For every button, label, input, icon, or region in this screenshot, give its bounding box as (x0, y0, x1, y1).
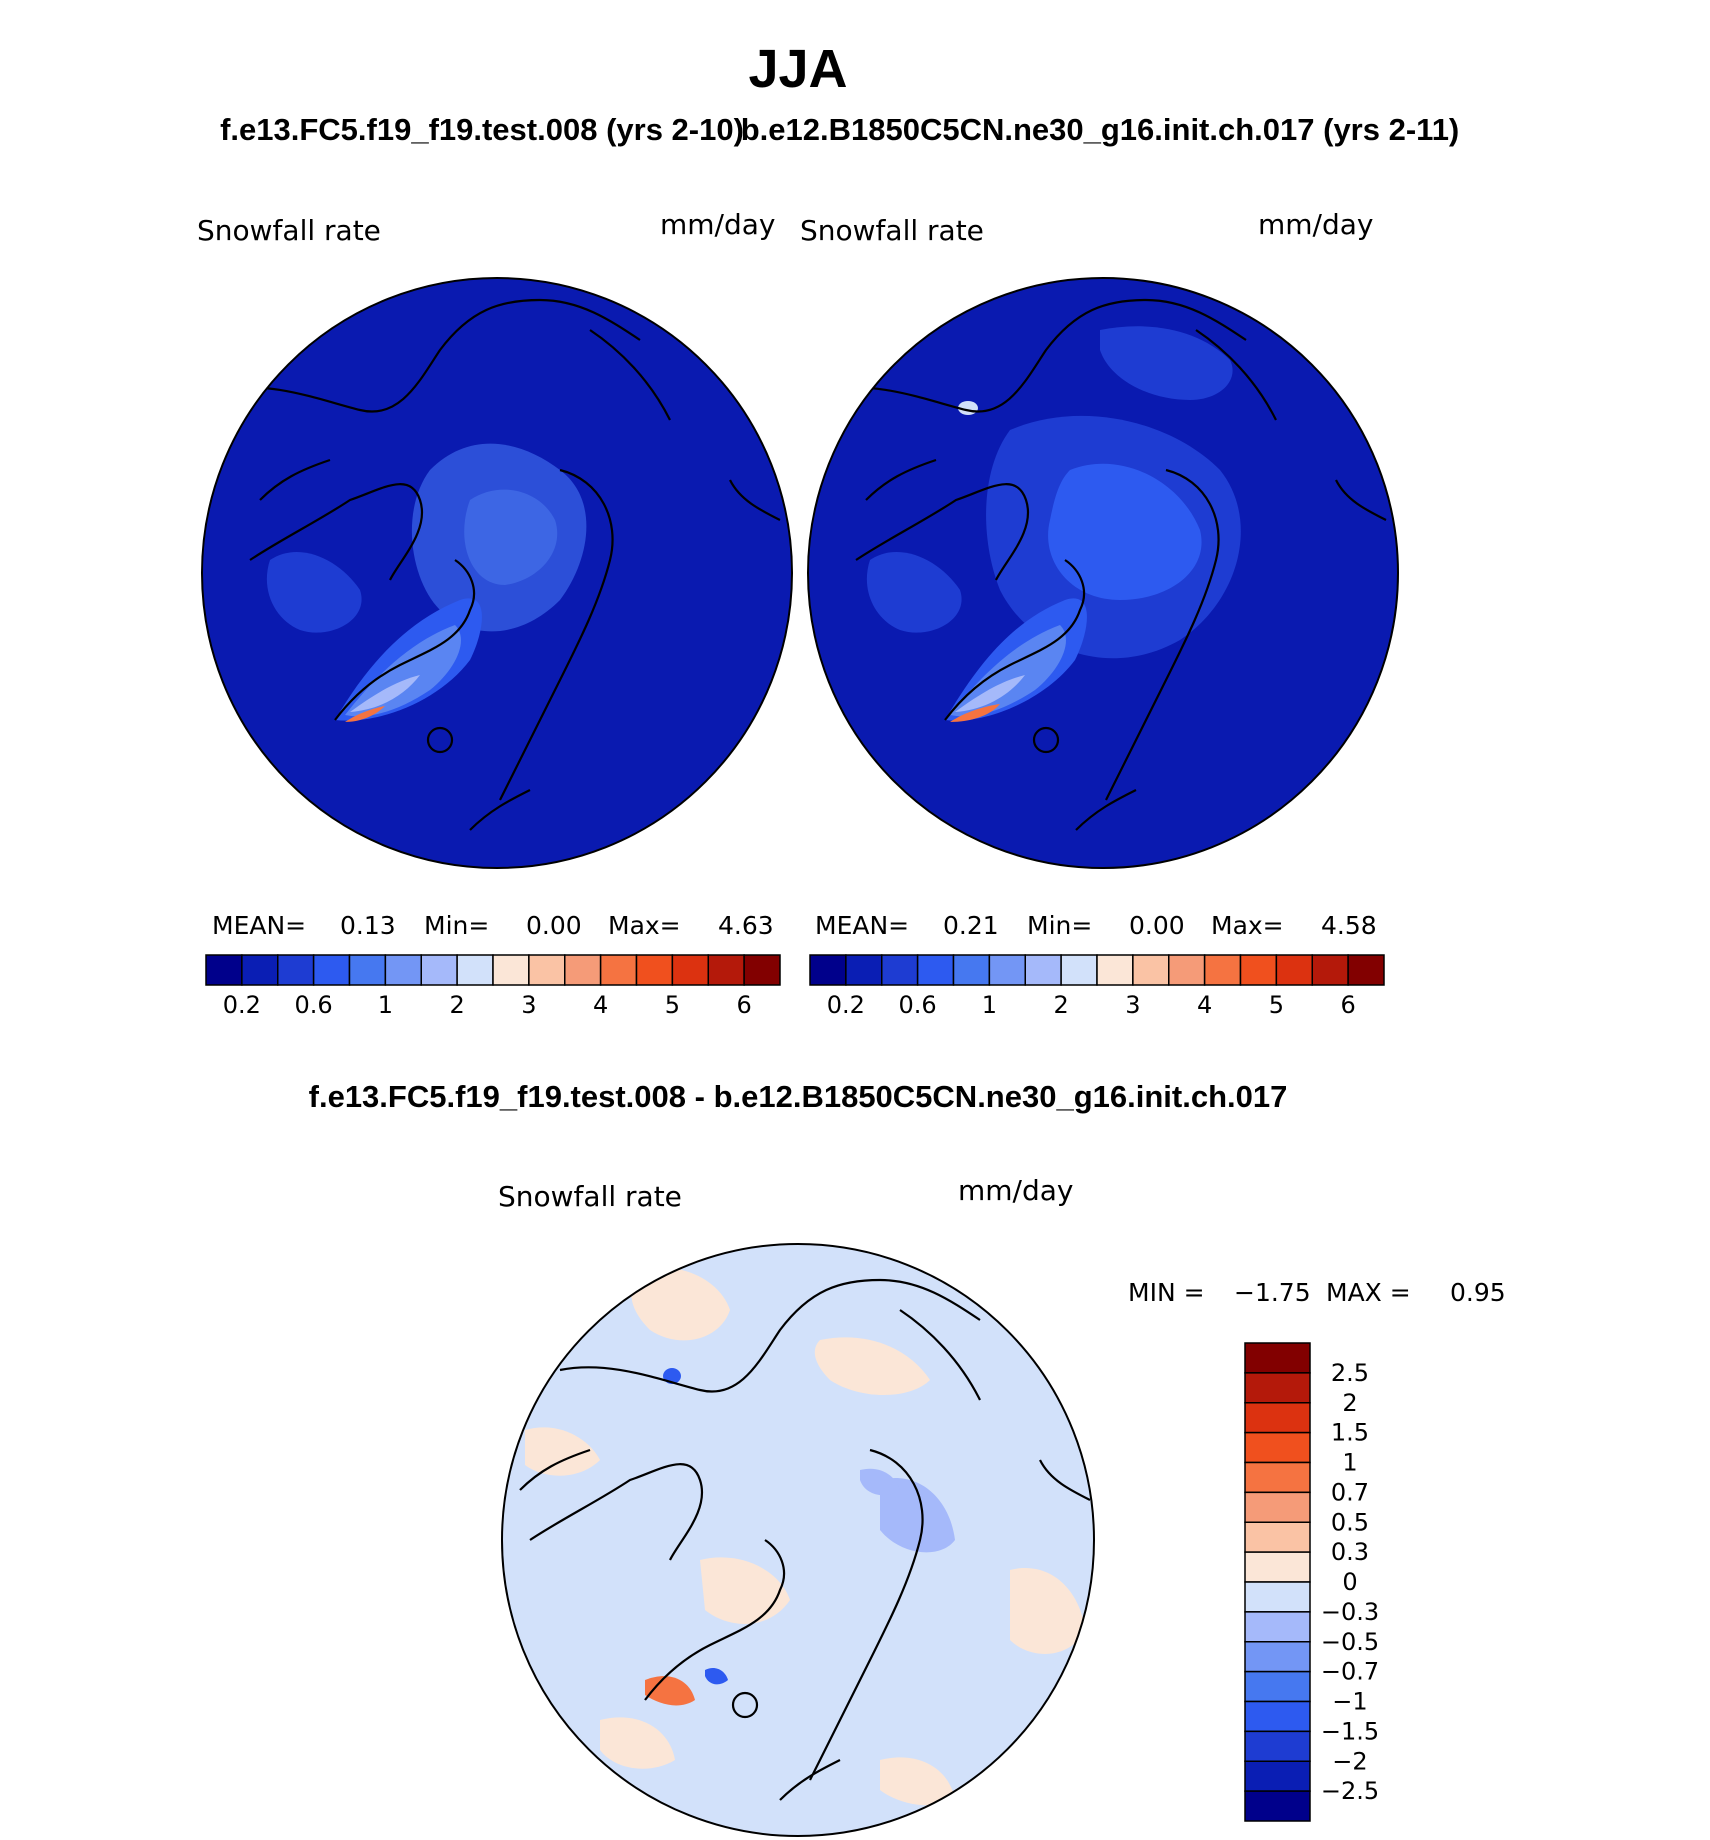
panel-c-max-value: 0.95 (1450, 1278, 1506, 1307)
panel-b-map (808, 278, 1398, 868)
colorbar-tick-label: −0.5 (1320, 1627, 1380, 1656)
panel-c-map (502, 1244, 1094, 1836)
colorbar-swatch (846, 955, 882, 985)
colorbar-tick-label: 4 (1196, 991, 1213, 1019)
colorbar-swatch (601, 955, 637, 985)
colorbar-swatch (744, 955, 780, 985)
colorbar-swatch (457, 955, 493, 985)
colorbar-swatch (1061, 955, 1097, 985)
panel-b-stats (815, 911, 1377, 940)
colorbar-tick-label: 1 (981, 991, 998, 1019)
left-case-title: f.e13.FC5.f19_f19.test.008 (yrs 2-10) (220, 112, 744, 147)
colorbar-tick-label: 5 (664, 991, 681, 1019)
colorbar-swatch (242, 955, 278, 985)
panel-a-min-label: Min= (424, 911, 490, 940)
colorbar-tick-label: 1 (1342, 1448, 1358, 1477)
panel-b-units-label: mm/day (1258, 208, 1374, 241)
colorbar-tick-label: 2 (1342, 1388, 1358, 1417)
colorbar-swatch (1245, 1672, 1310, 1702)
colorbar-tick-label: 3 (521, 991, 537, 1019)
colorbar-swatch (810, 955, 846, 985)
colorbar-swatch (1245, 1433, 1310, 1463)
colorbar-swatch (1245, 1552, 1310, 1582)
colorbar-swatch (1245, 1373, 1310, 1403)
colorbar-swatch (385, 955, 421, 985)
colorbar-tick-label: 4 (592, 991, 609, 1019)
colorbar-tick-label: 0.2 (222, 991, 261, 1019)
colorbar-swatch (1025, 955, 1061, 985)
colorbar-tick-label: 0.6 (898, 991, 937, 1019)
colorbar-tick-label: −0.3 (1320, 1597, 1380, 1626)
panel-c-variable-label: Snowfall rate (498, 1180, 682, 1213)
colorbar-tick-label: −0.7 (1320, 1657, 1380, 1686)
colorbar-tick-label: 2.5 (1330, 1358, 1370, 1387)
colorbar-swatch (672, 955, 708, 985)
colorbar-swatch (1241, 955, 1277, 985)
panel-b-mean-value: 0.21 (943, 911, 999, 940)
panel-a-map (202, 278, 792, 868)
panel-c-units-label: mm/day (958, 1174, 1074, 1207)
panel-b-mean-label: MEAN= (815, 911, 910, 940)
colorbar-tick-label: 0.2 (826, 991, 865, 1019)
panel-a-mean-value: 0.13 (340, 911, 396, 940)
colorbar-swatch (1245, 1343, 1310, 1373)
colorbar-tick-label: 5 (1268, 991, 1285, 1019)
colorbar-swatch (1245, 1463, 1310, 1493)
colorbar-tick-label: 0.3 (1330, 1538, 1370, 1567)
colorbar-swatch (278, 955, 314, 985)
panel-b-max-value: 4.58 (1321, 911, 1377, 940)
colorbar-swatch (1245, 1492, 1310, 1522)
panel-b-colorbar (810, 955, 1384, 1019)
colorbar-swatch (314, 955, 350, 985)
colorbar-swatch (1245, 1642, 1310, 1672)
colorbar-tick-label: −1.5 (1320, 1717, 1380, 1746)
colorbar-swatch (1276, 955, 1312, 985)
colorbar-tick-label: 6 (736, 991, 752, 1019)
right-case-title: b.e12.B1850C5CN.ne30_g16.init.ch.017 (yrs 2-11) (740, 112, 1460, 147)
panel-c-colorbar (1245, 1343, 1379, 1821)
colorbar-tick-label: 3 (1125, 991, 1141, 1019)
panel-a-units-label: mm/day (660, 208, 776, 241)
colorbar-tick-label: −1 (1332, 1687, 1368, 1716)
colorbar-swatch (708, 955, 744, 985)
colorbar-tick-label: 2 (1053, 991, 1069, 1019)
colorbar-swatch (1245, 1731, 1310, 1761)
colorbar-swatch (1205, 955, 1241, 985)
panel-a-max-value: 4.63 (718, 911, 774, 940)
colorbar-swatch (1245, 1791, 1310, 1821)
panel-c-min-label: MIN = (1128, 1278, 1205, 1307)
panel-a-min-value: 0.00 (526, 911, 582, 940)
colorbar-swatch (565, 955, 601, 985)
colorbar-tick-label: 0.6 (294, 991, 333, 1019)
colorbar-swatch (1097, 955, 1133, 985)
colorbar-tick-label: 0.5 (1330, 1508, 1370, 1537)
panel-a-stats (212, 911, 774, 940)
colorbar-swatch (918, 955, 954, 985)
colorbar-swatch (206, 955, 242, 985)
colorbar-swatch (1133, 955, 1169, 985)
colorbar-tick-label: 0.7 (1330, 1478, 1370, 1507)
colorbar-swatch (637, 955, 673, 985)
colorbar-swatch (1312, 955, 1348, 985)
colorbar-swatch (1348, 955, 1384, 985)
panel-c-max-label: MAX = (1326, 1278, 1411, 1307)
colorbar-swatch (882, 955, 918, 985)
colorbar-swatch (989, 955, 1025, 985)
colorbar-tick-label: −2.5 (1320, 1777, 1380, 1806)
colorbar-swatch (1245, 1761, 1310, 1791)
panel-b-min-value: 0.00 (1129, 911, 1185, 940)
colorbar-swatch (493, 955, 529, 985)
colorbar-swatch (1245, 1702, 1310, 1732)
panel-b-max-label: Max= (1211, 911, 1284, 940)
colorbar-swatch (1245, 1522, 1310, 1552)
colorbar-swatch (421, 955, 457, 985)
panel-a-mean-label: MEAN= (212, 911, 307, 940)
colorbar-tick-label: 1 (377, 991, 394, 1019)
colorbar-tick-label: 1.5 (1330, 1418, 1370, 1447)
panel-c-stats (1128, 1278, 1506, 1307)
colorbar-swatch (529, 955, 565, 985)
figure-title: JJA (748, 39, 848, 99)
panel-b-min-label: Min= (1027, 911, 1093, 940)
colorbar-swatch (350, 955, 386, 985)
panel-a-max-label: Max= (608, 911, 681, 940)
colorbar-swatch (954, 955, 990, 985)
colorbar-swatch (1245, 1612, 1310, 1642)
colorbar-tick-label: 0 (1342, 1568, 1358, 1596)
colorbar-swatch (1245, 1403, 1310, 1433)
diff-title: f.e13.FC5.f19_f19.test.008 - b.e12.B1850C5CN.ne30_g16.init.ch.017 (308, 1079, 1288, 1114)
colorbar-tick-label: 6 (1340, 991, 1356, 1019)
panel-c-min-value: −1.75 (1234, 1278, 1311, 1307)
colorbar-swatch (1245, 1582, 1310, 1612)
colorbar-swatch (1169, 955, 1205, 985)
panel-a-variable-label: Snowfall rate (197, 214, 381, 247)
colorbar-tick-label: −2 (1332, 1747, 1368, 1776)
panel-b-variable-label: Snowfall rate (800, 214, 984, 247)
colorbar-tick-label: 2 (449, 991, 465, 1019)
panel-a-colorbar (206, 955, 780, 1019)
